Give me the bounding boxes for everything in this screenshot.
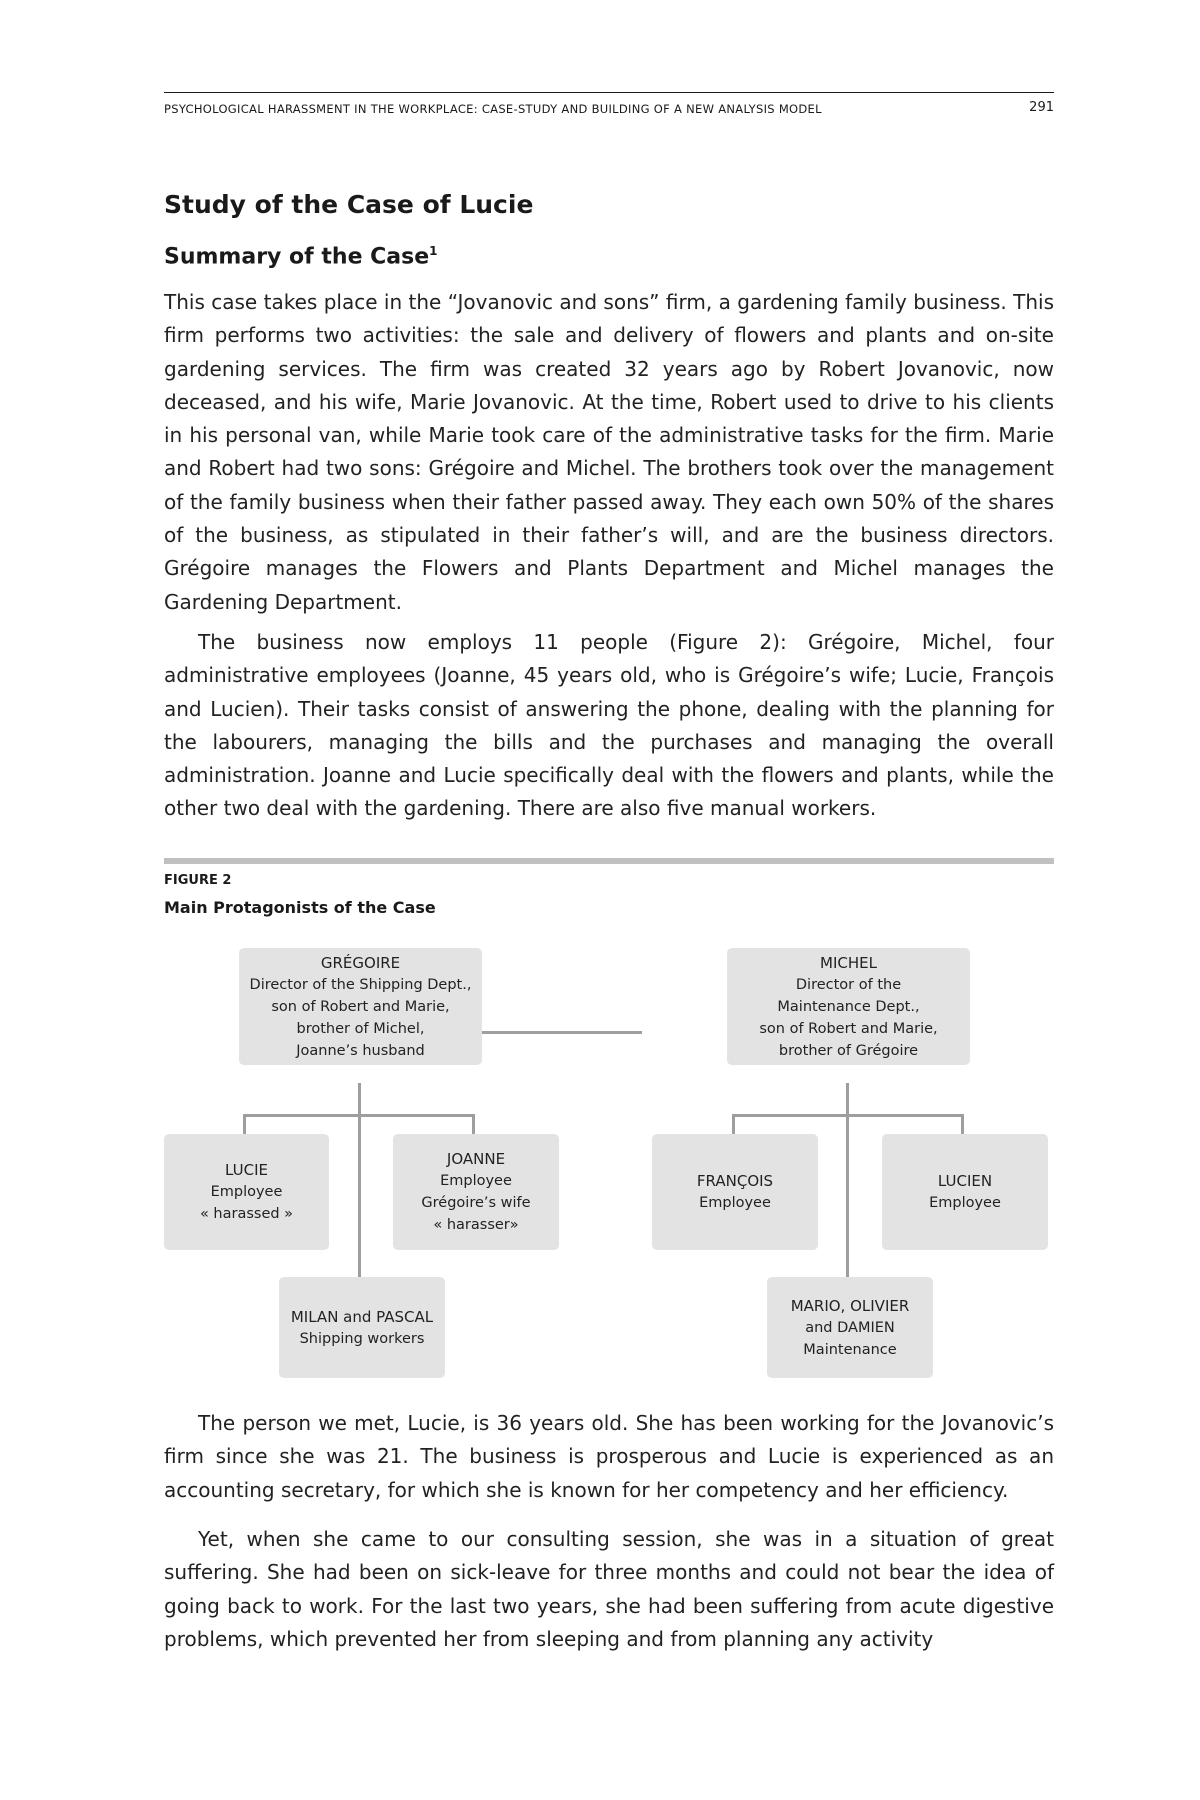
node-detail: son of Robert and Marie, — [759, 1020, 938, 1037]
header-rule — [164, 92, 1054, 93]
footnote-marker[interactable]: 1 — [429, 244, 438, 258]
node-detail: Maintenance Dept., — [777, 998, 920, 1015]
node-detail: Employee — [699, 1195, 771, 1211]
node-detail: Joanne’s husband — [296, 1042, 425, 1059]
figure-title: Main Protagonists of the Case — [164, 898, 436, 917]
connector-line — [732, 1114, 735, 1134]
node-name: GRÉGOIRE — [320, 953, 401, 972]
node-lucien — [882, 1134, 1048, 1250]
node-milan-pascal — [279, 1277, 445, 1378]
paragraph-4: Yet, when she came to our consulting session, she was in a situation of great suffering. She had been on sick-leave for three months and could not bear the idea of going back to work. For the last two years, she had been suffering from acute digestive problems, which prevented her from sleeping and from planning any activity — [164, 1527, 1054, 1651]
node-detail: Shipping workers — [299, 1330, 425, 1347]
subsection-title — [164, 244, 438, 269]
subsection-title-text: Summary of the Case — [164, 244, 430, 270]
node-detail: « harasser» — [433, 1217, 519, 1233]
node-detail: son of Robert and Marie, — [271, 998, 450, 1015]
node-detail: brother of Grégoire — [778, 1042, 919, 1059]
node-name: LUCIE — [225, 1161, 268, 1179]
node-name: MARIO, OLIVIER — [790, 1296, 910, 1315]
paragraph-2: The business now employs 11 people (Figure 2): Grégoire, Michel, four administrative employees (Joanne, 45 years old, who is Grégoire’s wife; Lucie, François and Lucien). Their tasks consist of answering the phone, dealing with the planning for the labourers, managing the bills and the purchases and managing the overall administration. Joanne and Lucie specifically deal with the flowers and plants, while the other two deal with the gardening. There are also five manual workers. — [164, 630, 1054, 821]
node-detail: Maintenance — [803, 1341, 897, 1358]
figure-rule — [164, 858, 1054, 864]
node-detail: « harassed » — [199, 1206, 294, 1222]
node-joanne — [393, 1134, 559, 1250]
connector-line — [243, 1114, 246, 1134]
connector-line — [732, 1114, 963, 1117]
paragraph-1: This case takes place in the “Jovanovic and sons” firm, a gardening family business. This firm performs two activities: the sale and delivery of flowers and plants and on-site gardening services. The firm was created 32 years ago by Robert Jovanovic, now deceased, and his wife, Marie Jovanovic. At the time, Robert used to drive to his clients in his personal van, while Marie took care of the administrative tasks for the firm. Marie and Robert had two sons: Grégoire and Michel. The brothers took over the management of the family business when their father passed away. They each own 50% of the shares of the business, as stipulated in their father’s will, and are the business directors. Grégoire manages the Flowers and Plants Department and Michel manages the Gardening Department. — [164, 290, 1054, 614]
connector-line — [243, 1114, 474, 1117]
node-detail: and DAMIEN — [805, 1319, 895, 1336]
figure-label: FIGURE 2 — [164, 873, 232, 888]
node-name: FRANÇOIS — [696, 1172, 774, 1190]
connector-line — [846, 1083, 849, 1283]
node-francois — [652, 1134, 818, 1250]
connector-line — [961, 1114, 964, 1134]
node-mario-olivier-damien — [767, 1277, 933, 1378]
section-title: Study of the Case of Lucie — [164, 190, 534, 219]
node-detail: Director of the — [795, 976, 902, 993]
node-lucie — [164, 1134, 329, 1250]
paragraph-3: The person we met, Lucie, is 36 years old. She has been working for the Jovanovic’s firm since she was 21. The business is prosperous and Lucie is experienced as an accounting secretary, for which she is known for her competency and her efficiency. — [164, 1411, 1054, 1502]
node-name: JOANNE — [446, 1150, 506, 1168]
node-detail: Employee — [210, 1184, 283, 1200]
node-detail: Employee — [440, 1173, 512, 1189]
node-detail: Director of the Shipping Dept., — [249, 976, 472, 993]
node-name: MILAN and PASCAL — [290, 1307, 434, 1326]
running-title: PSYCHOLOGICAL HARASSMENT IN THE WORKPLACE: CASE-STUDY AND BUILDING OF A NEW ANALYSIS MODEL — [164, 102, 822, 116]
node-detail: Grégoire’s wife — [421, 1195, 531, 1211]
node-name: LUCIEN — [937, 1172, 993, 1190]
connector-line — [472, 1114, 475, 1134]
node-detail: Employee — [929, 1195, 1001, 1211]
page-number: 291 — [1029, 100, 1054, 115]
node-gregoire — [239, 948, 482, 1065]
node-detail: brother of Michel, — [296, 1020, 425, 1037]
connector-line — [358, 1083, 361, 1283]
node-michel — [727, 948, 970, 1065]
node-name: MICHEL — [820, 953, 877, 972]
